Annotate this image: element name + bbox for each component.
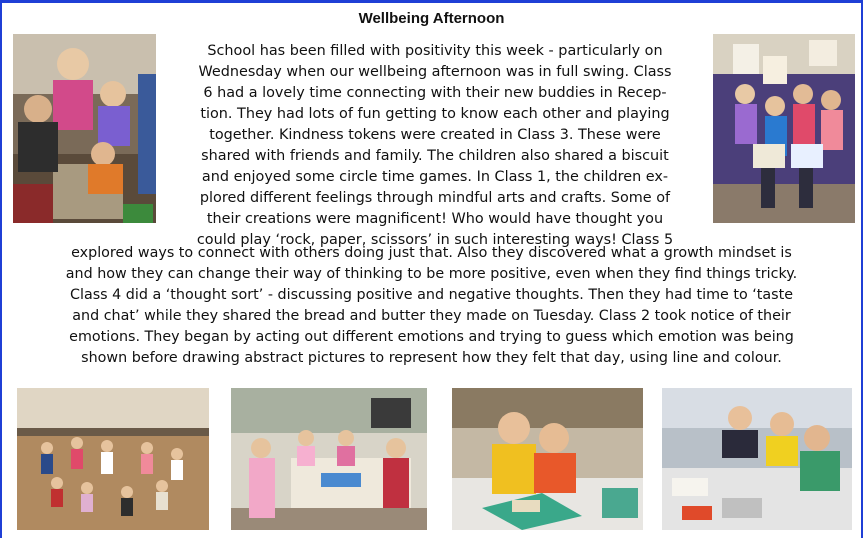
photo-children-artwork [713,34,855,223]
body-line: and enjoyed some circle time games. In Class 1, the children ex- [201,169,669,185]
body-line: together. Kindness tokens were created in Class 3. These were [209,127,661,143]
body-line: and chat’ while they shared the bread and butter they made on Tuesday. Class 2 took notice of their [72,308,791,324]
body-line: and how they can change their way of thinking to be more positive, even when they find things tricky. [65,266,798,282]
photo-drawing-emotions [662,388,852,530]
body-line: School has been filled with positivity this week - particularly on [207,43,663,59]
body-line: explored ways to connect with others doing just that. Also they discovered what a growth mindset is [71,245,792,261]
body-line: Wednesday when our wellbeing afternoon was in full swing. Class [198,64,672,80]
body-line: shown before drawing abstract pictures to represent how they felt that day, using line and colour. [81,350,782,366]
photo-hall-circle-game [17,388,209,530]
body-line: Class 4 did a ‘thought sort’ - discussing positive and negative thoughts. Then they had time to ‘taste [69,287,794,303]
photo-classroom-crafts [231,388,427,530]
body-line: shared with friends and family. The children also shared a biscuit [201,148,669,164]
page-border-left [0,0,2,538]
body-line: could play ‘rock, paper, scissors’ in such interesting ways! Class 5 [196,232,674,248]
body-line: 6 had a lovely time connecting with their new buddies in Recep- [203,85,667,101]
article-body-full [6,243,857,369]
article-title: Wellbeing Afternoon [358,10,505,27]
body-line: emotions. They began by acting out different emotions and trying to guess which emotion was being [69,329,794,345]
body-line: their creations were magnificent! Who would have thought you [206,211,664,227]
photo-children-playing [13,34,156,223]
page-border-top [0,0,863,3]
article-body-wrapped [160,41,710,251]
photo-taste-and-chat [452,388,643,530]
body-line: plored different feelings through mindful arts and crafts. Some of [199,190,671,206]
body-line: tion. They had lots of fun getting to know each other and playing [200,106,670,122]
